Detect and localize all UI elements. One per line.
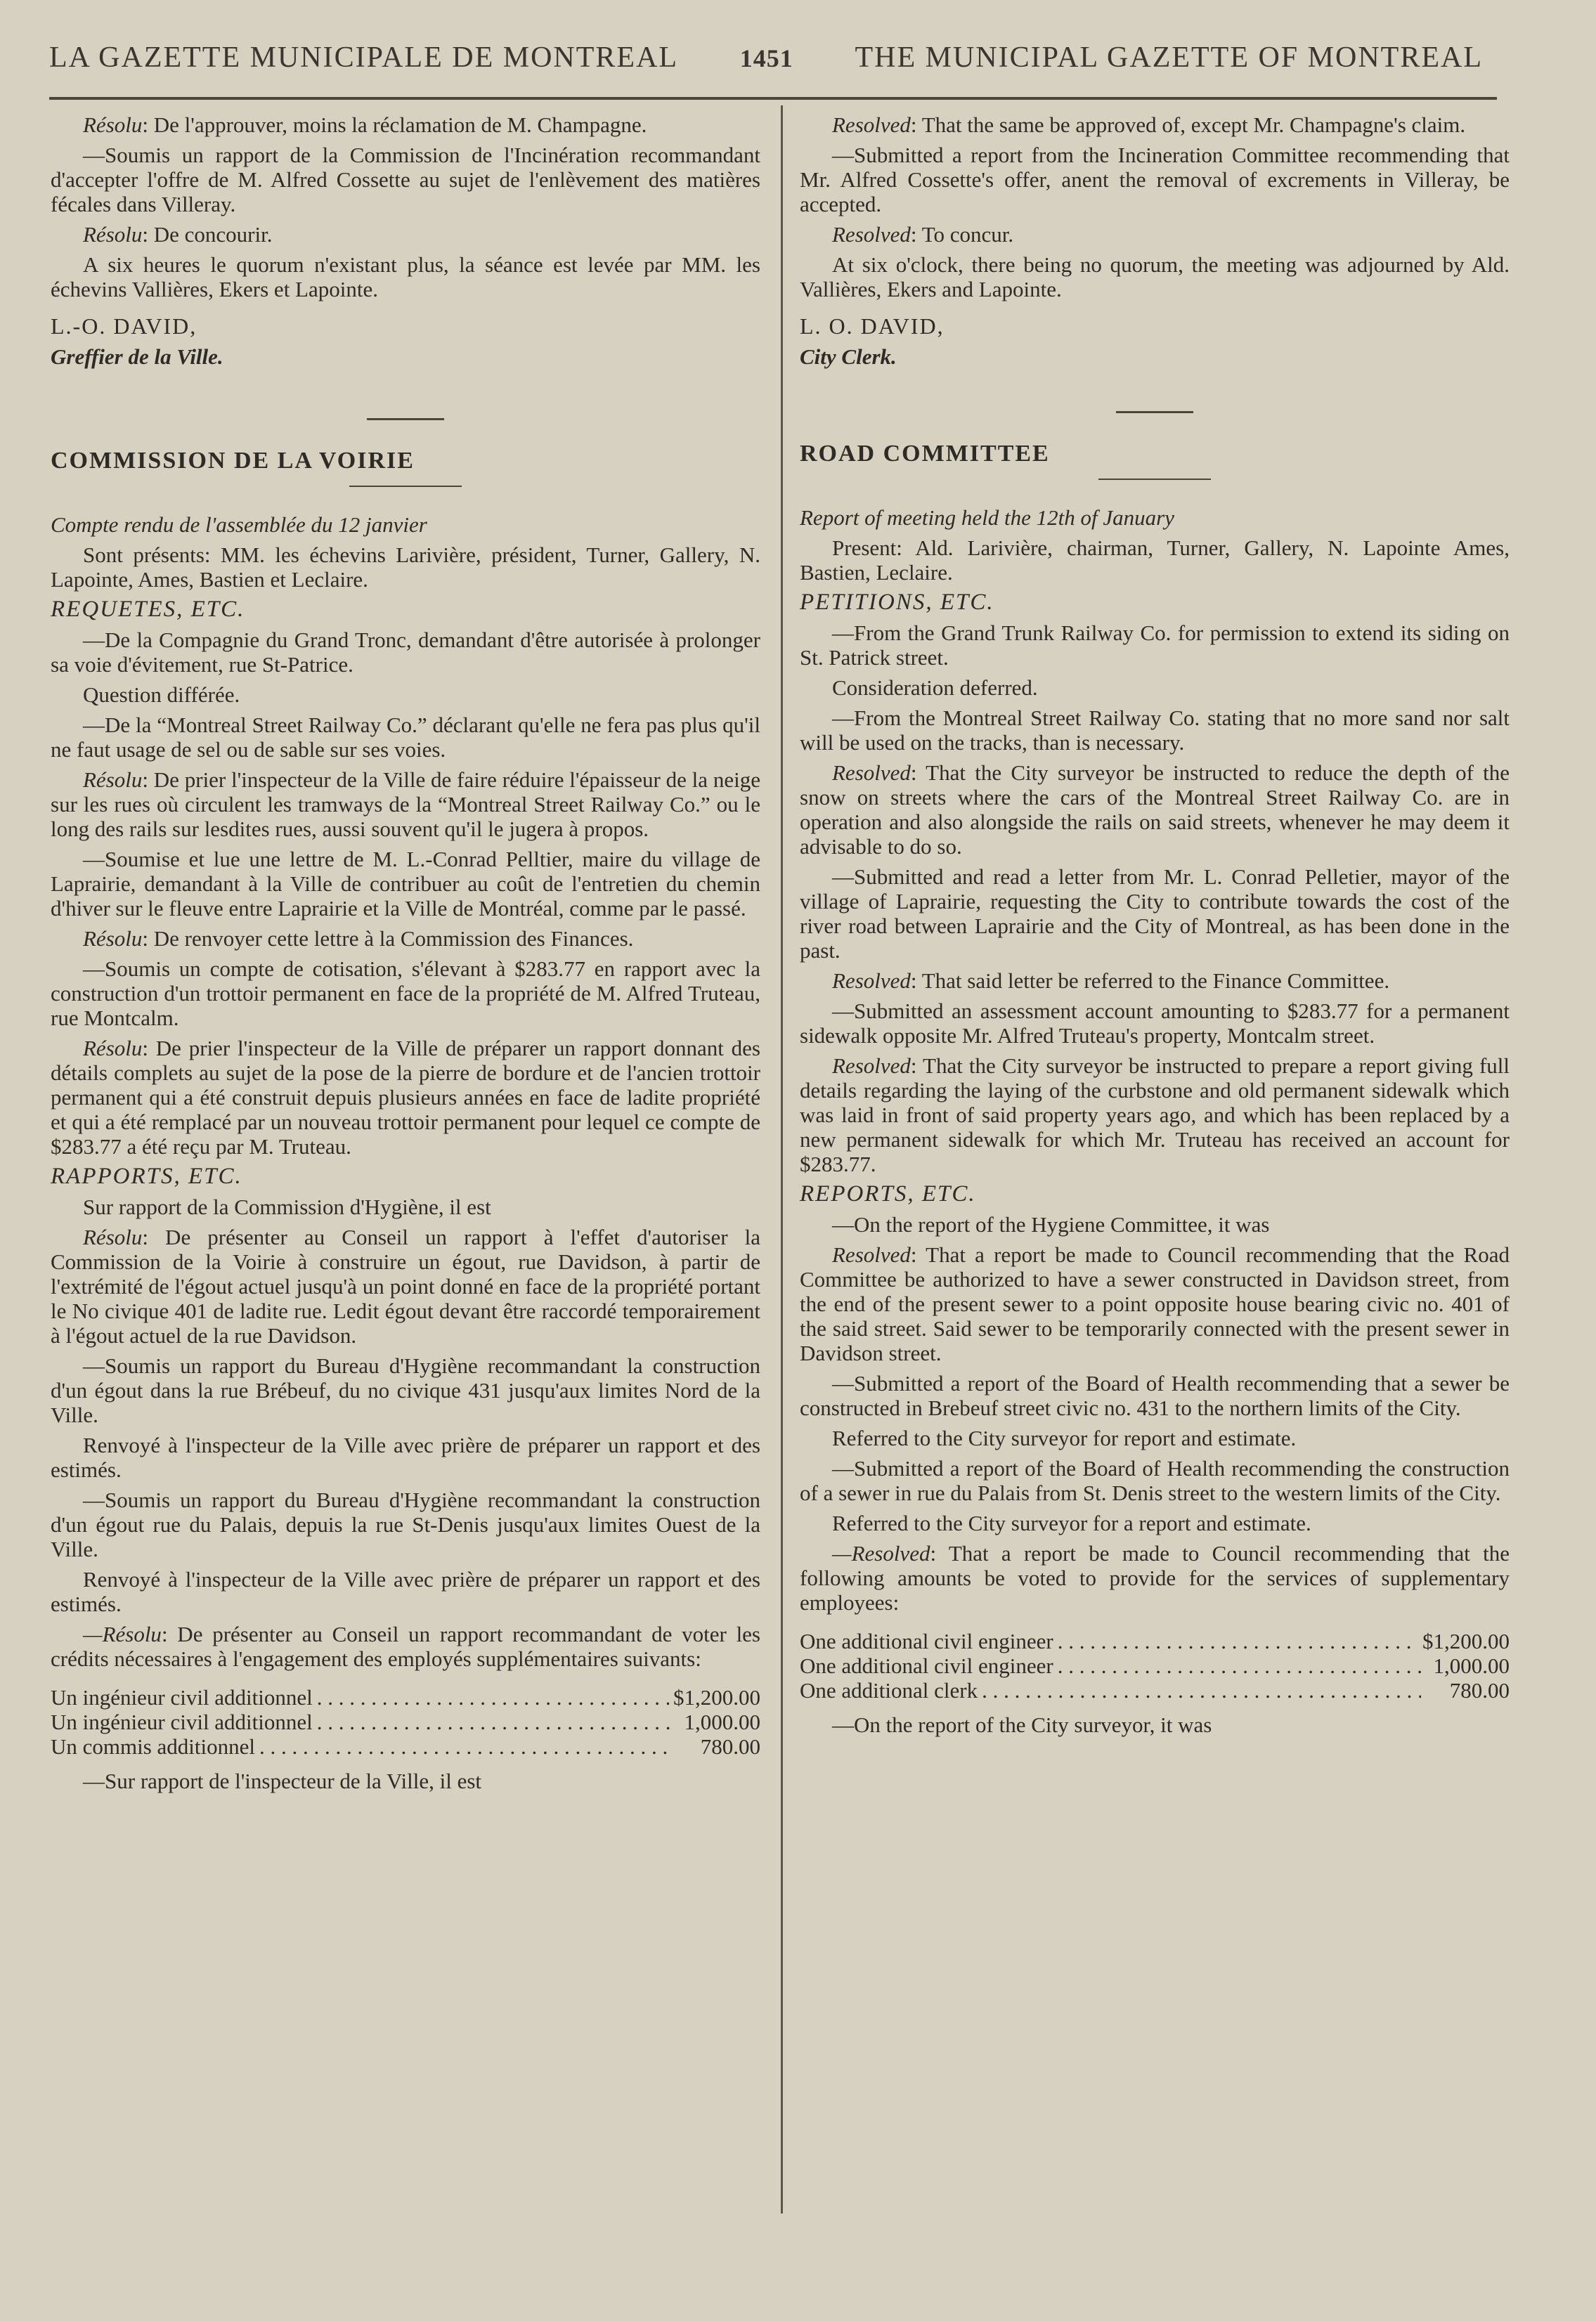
english-intro: [800, 112, 1510, 301]
paragraph-text: At six o'clock, there being no quorum, the meeting was adjourned by Ald. Vallières, Ekers and Lapointe.: [800, 252, 1510, 301]
section-title-reports: REPORTS, ETC.: [800, 1181, 976, 1207]
amount-label: Un ingénieur civil additionnel: [51, 1710, 313, 1734]
paragraph: [800, 1242, 1510, 1365]
paragraph-text: : That said letter be referred to the Finance Committee.: [910, 968, 1390, 993]
paragraph-text: Referred to the City surveyor for report and estimate.: [832, 1426, 1297, 1450]
french-column: [51, 112, 760, 1799]
paragraph: [800, 112, 1510, 137]
paragraph: [800, 675, 1510, 700]
employee-amounts: [800, 1629, 1510, 1703]
paragraph-text: : That the City surveyor be instructed to reduce the depth of the snow on streets where the cars of the Montreal Street Railway Co. are in operation and also alongside the rails on said streets, whenever he may deem it advisable to do so.: [800, 760, 1510, 859]
reports-list: [800, 1212, 1510, 1615]
heading-underline: [1098, 479, 1211, 480]
paragraph-text: —De la Compagnie du Grand Tronc, demandant d'être autorisée à prolonger sa voie d'évitement, rue St-Patrice.: [51, 628, 760, 677]
attendance: Present: Ald. Larivière, chairman, Turner, Gallery, N. Lapointe Ames, Bastien, Leclaire.: [800, 535, 1510, 585]
paragraph: [800, 1426, 1510, 1450]
paragraph: [51, 1488, 760, 1561]
paragraph: [800, 760, 1510, 859]
paragraph: [800, 1456, 1510, 1505]
paragraph-text: —Submitted and read a letter from Mr. L. Conrad Pelletier, mayor of the village of Laprairie, requesting the City to contribute towards the cost of the river road between Laprairie and the City of Montreal, as has been done in the past.: [800, 864, 1510, 963]
resolution-label: Resolved: [832, 1242, 911, 1267]
closing-line: —Sur rapport de l'inspecteur de la Ville, il est: [83, 1769, 482, 1793]
paragraph: [800, 1371, 1510, 1420]
section-title-requetes: REQUETES, ETC.: [51, 597, 245, 622]
paragraph: [51, 926, 760, 951]
paragraph: [800, 620, 1510, 670]
paragraph-text: Sur rapport de la Commission d'Hygiène, il est: [83, 1195, 491, 1219]
amount-value: $1,200.00: [1422, 1629, 1510, 1653]
paragraph-text: —Soumis un rapport de la Commission de l'Incinération recommandant d'accepter l'offre de M. Alfred Cossette au sujet de l'enlèvement des matières fécales dans Villeray.: [51, 143, 760, 216]
signature-name: L. O. DAVID,: [800, 313, 945, 339]
section-title-rapports: RAPPORTS, ETC.: [51, 1164, 242, 1189]
english-column: [800, 112, 1510, 1743]
section-separator: [1116, 411, 1193, 413]
amount-line: [51, 1734, 760, 1759]
paragraph-text: —Submitted an assessment account amounting to $283.77 for a permanent sidewalk opposite Mr. Alfred Truteau's property, Montcalm street.: [800, 999, 1510, 1048]
paragraph-text: Question différée.: [83, 682, 240, 707]
resolution-label: Résolu: [83, 112, 143, 137]
paragraph: [51, 1036, 760, 1159]
paragraph-text: —Soumise et lue une lettre de M. L.-Conrad Pelltier, maire du village de Laprairie, demandant à la Ville de contribuer au coût de l'entretien du chemin d'hiver sur le fleuve entre Laprairie et la Ville de Montréal, comme par le passé.: [51, 847, 760, 921]
resolution-label: Résolu: [83, 1036, 143, 1060]
paragraph: [51, 1622, 760, 1671]
paragraph-text: —Submitted a report of the Board of Health recommending the construction of a sewer in rue du Palais from St. Denis street to the western limits of the City.: [800, 1456, 1510, 1505]
amount-label: Un commis additionnel: [51, 1734, 256, 1759]
paragraph-text: : De présenter au Conseil un rapport à l'effet d'autoriser la Commission de la Voirie à construire un égout, rue Davidson, à partir de l'extrémité de l'égout actuel jusqu'à un point donné en face de la propriété portant le No civique 401 de ladite rue. Ledit égout devant être raccordé temporairement à l'égout actuel de la rue Davidson.: [51, 1225, 760, 1348]
section-title-petitions: PETITIONS, ETC.: [800, 590, 994, 615]
paragraph-text: A six heures le quorum n'existant plus, la séance est levée par MM. les échevins Vallières, Ekers et Lapointe.: [51, 252, 760, 301]
amount-value: 1,000.00: [1433, 1653, 1510, 1678]
paragraph-text: : That a report be made to Council recommending that the Road Committee be authorized to have a sewer constructed in Davidson street, from the end of the present sewer to a point opposite house bearing civic no. 401 of the said street. Said sewer to be temporarily connected with the present sewer in Davidson street.: [800, 1242, 1510, 1365]
paragraph-text: —On the report of the Hygiene Committee, it was: [832, 1212, 1270, 1237]
paragraph-text: —De la “Montreal Street Railway Co.” déclarant qu'elle ne fera pas plus qu'il ne faut usage de sel ou de sable sur ses voies.: [51, 713, 760, 762]
amount-value: $1,200.00: [673, 1685, 760, 1710]
paragraph: [51, 1433, 760, 1482]
paragraph-text: : De prier l'inspecteur de la Ville de faire réduire l'épaisseur de la neige sur les rues où circulent les tramways de la “Montreal Street Railway Co.” ou le long des rails sur lesdites rues, aussi souvent qu'il le jugera à propos.: [51, 767, 760, 841]
resolution-label: —Resolved: [832, 1541, 930, 1566]
column-divider: [781, 105, 783, 2213]
amount-label: One additional civil engineer: [800, 1629, 1053, 1653]
paragraph: [800, 143, 1510, 216]
amount-line: [800, 1678, 1510, 1703]
resolution-label: Résolu: [83, 926, 143, 951]
paragraph-text: —Soumis un rapport du Bureau d'Hygiène recommandant la construction d'un égout rue du Palais, depuis la rue St-Denis jusqu'aux limites Ouest de la Ville.: [51, 1488, 760, 1561]
paragraph: [51, 847, 760, 921]
paragraph: [800, 1053, 1510, 1176]
paragraph-text: : That the City surveyor be instructed to prepare a report giving full details regarding the laying of the curbstone and old permanent sidewalk which was laid in front of said property years ago, and which has been replaced by a new permanent sidewalk for which Mr. Truteau has received an account for $283.77.: [800, 1053, 1510, 1176]
paragraph: [800, 999, 1510, 1048]
paragraph: [800, 864, 1510, 963]
page-number: 1451: [739, 44, 793, 72]
header-english-title: THE MUNICIPAL GAZETTE OF MONTREAL: [855, 41, 1483, 74]
paragraph: [51, 767, 760, 841]
paragraph-text: —Soumis un rapport du Bureau d'Hygiène recommandant la construction d'un égout dans la rue Brébeuf, du no civique 431 jusqu'aux limites Nord de la Ville.: [51, 1353, 760, 1427]
heading-underline: [349, 486, 462, 487]
section-heading: ROAD COMMITTEE: [800, 441, 1050, 467]
resolution-label: Résolu: [83, 222, 143, 247]
paragraph: [800, 1541, 1510, 1615]
paragraph: [800, 706, 1510, 755]
paragraph-text: —Submitted a report of the Board of Health recommending that a sewer be constructed in Brebeuf street civic no. 431 to the northern limits of the City.: [800, 1371, 1510, 1420]
resolution-label: Resolved: [832, 760, 911, 785]
paragraph: [51, 222, 760, 247]
amount-value: 780.00: [700, 1734, 760, 1759]
requetes-list: [51, 628, 760, 1159]
paragraph: [51, 713, 760, 762]
paragraph: [800, 222, 1510, 247]
employee-amounts: [51, 1685, 760, 1759]
paragraph-text: : That a report be made to Council recommending that the following amounts be voted to provide for the services of supplementary employees:: [800, 1541, 1510, 1615]
paragraph-text: Renvoyé à l'inspecteur de la Ville avec prière de préparer un rapport et des estimés.: [51, 1567, 760, 1616]
paragraph-text: : De prier l'inspecteur de la Ville de préparer un rapport donnant des détails complets au sujet de la pose de la pierre de bordure et de l'ancien trottoir permanent qui a été construit depuis plusieurs années en face de ladite propriété et qui a été remplacé par un nouveau trottoir permanent pour lequel ce compte de $283.77 a été reçu par M. Truteau.: [51, 1036, 760, 1159]
paragraph: [51, 628, 760, 677]
paragraph: [51, 1225, 760, 1348]
resolution-label: Résolu: [83, 1225, 143, 1249]
french-intro: [51, 112, 760, 301]
paragraph: [51, 1195, 760, 1219]
paragraph: [800, 252, 1510, 301]
resolution-label: Résolu: [83, 767, 143, 792]
paragraph-text: —Soumis un compte de cotisation, s'élevant à $283.77 en rapport avec la construction d'un trottoir permanent en face de la propriété de M. Alfred Truteau, rue Montcalm.: [51, 956, 760, 1030]
paragraph-text: : De présenter au Conseil un rapport recommandant de voter les crédits nécessaires à l'engagement des employés supplémentaires suivants:: [51, 1622, 760, 1671]
amount-line: [51, 1710, 760, 1734]
amount-line: [800, 1629, 1510, 1653]
amount-line: [51, 1685, 760, 1710]
signature-title: Greffier de la Ville.: [51, 344, 223, 369]
paragraph: [51, 1353, 760, 1427]
paragraph-text: : De renvoyer cette lettre à la Commission des Finances.: [142, 926, 634, 951]
amount-label: Un ingénieur civil additionnel: [51, 1685, 313, 1710]
meeting-subheading: Compte rendu de l'assemblée du 12 janvier: [51, 512, 427, 537]
paragraph: [51, 143, 760, 216]
paragraph: [51, 252, 760, 301]
attendance: Sont présents: MM. les échevins Larivière, président, Turner, Gallery, N. Lapointe, Ames, Bastien et Leclaire.: [51, 542, 760, 592]
paragraph-text: : De concourir.: [142, 222, 273, 247]
amount-label: One additional civil engineer: [800, 1653, 1053, 1678]
paragraph-text: —Submitted a report from the Incineration Committee recommending that Mr. Alfred Cossette's offer, anent the removal of excrements in Villeray, be accepted.: [800, 143, 1510, 216]
page-header: [49, 41, 1483, 90]
signature-title: City Clerk.: [800, 344, 897, 369]
amount-value: 780.00: [1449, 1678, 1510, 1703]
paragraph: [51, 1567, 760, 1616]
paragraph: [800, 1511, 1510, 1535]
meeting-subheading: Report of meeting held the 12th of January: [800, 505, 1174, 530]
paragraph: [51, 112, 760, 137]
resolution-label: —Résolu: [83, 1622, 162, 1646]
paragraph: [51, 956, 760, 1030]
paragraph: [51, 682, 760, 707]
resolution-label: Resolved: [832, 112, 911, 137]
amount-value: 1,000.00: [684, 1710, 760, 1734]
closing-line: —On the report of the City surveyor, it was: [832, 1712, 1212, 1737]
paragraph-text: : To concur.: [910, 222, 1014, 247]
paragraph: [800, 968, 1510, 993]
paragraph-text: —From the Montreal Street Railway Co. stating that no more sand nor salt will be used on the tracks, than is necessary.: [800, 706, 1510, 755]
header-french-title: LA GAZETTE MUNICIPALE DE MONTREAL: [49, 41, 679, 74]
resolution-label: Resolved: [832, 1053, 911, 1078]
paragraph-text: Renvoyé à l'inspecteur de la Ville avec prière de préparer un rapport et des estimés.: [51, 1433, 760, 1482]
paragraph: [800, 1212, 1510, 1237]
paragraph-text: : That the same be approved of, except Mr. Champagne's claim.: [910, 112, 1466, 137]
header-rule: [49, 97, 1497, 100]
rapports-list: [51, 1195, 760, 1671]
paragraph-text: —From the Grand Trunk Railway Co. for permission to extend its siding on St. Patrick street.: [800, 620, 1510, 670]
paragraph-text: : De l'approuver, moins la réclamation de M. Champagne.: [142, 112, 647, 137]
resolution-label: Resolved: [832, 968, 911, 993]
paragraph-text: Referred to the City surveyor for a report and estimate.: [832, 1511, 1311, 1535]
resolution-label: Resolved: [832, 222, 911, 247]
petitions-list: [800, 620, 1510, 1176]
amount-label: One additional clerk: [800, 1678, 978, 1703]
section-heading: COMMISSION DE LA VOIRIE: [51, 448, 415, 474]
amount-line: [800, 1653, 1510, 1678]
paragraph-text: Consideration deferred.: [832, 675, 1038, 700]
signature-name: L.-O. DAVID,: [51, 313, 197, 339]
section-separator: [367, 418, 444, 420]
